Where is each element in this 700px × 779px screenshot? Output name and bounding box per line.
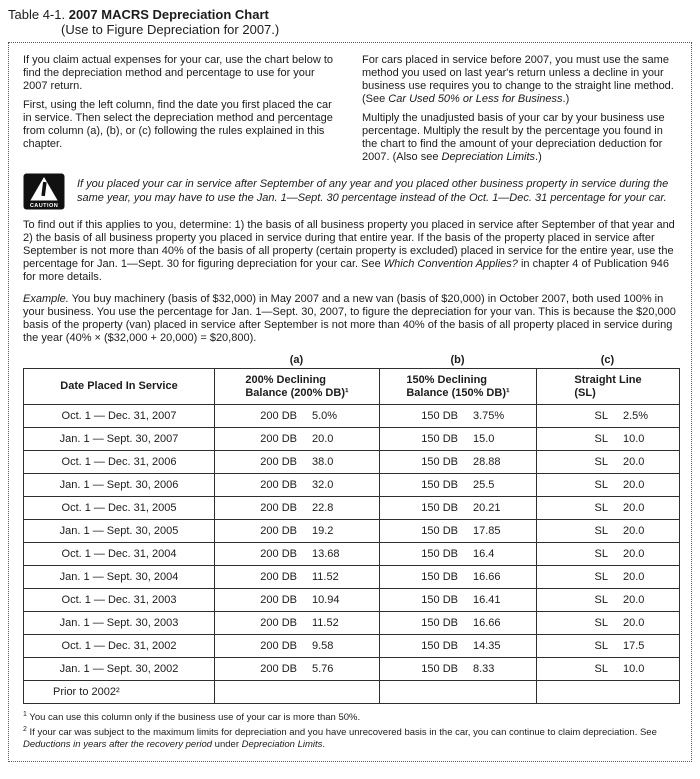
method-value-cell xyxy=(215,658,380,681)
method-label: 150 DB xyxy=(421,571,458,583)
header-line: 200% Declining xyxy=(245,373,327,386)
percentage-value: 20.0 xyxy=(312,433,334,445)
method-label: 200 DB xyxy=(260,548,297,560)
header-150-db xyxy=(380,369,537,405)
column-letter-a: (a) xyxy=(289,354,304,366)
percentage-value: 20.0 xyxy=(623,502,645,514)
percentage-value: 13.68 xyxy=(312,548,340,560)
date-placed-cell: Oct. 1 — Dec. 31, 2007 xyxy=(24,405,215,428)
footnote-text: . xyxy=(322,739,326,750)
date-placed-cell: Oct. 1 — Dec. 31, 2003 xyxy=(24,589,215,612)
method-label: SL xyxy=(594,502,608,514)
header-date-placed xyxy=(24,369,215,405)
method-value-cell xyxy=(215,589,380,612)
date-placed-cell: Prior to 2002² xyxy=(24,681,215,704)
table-header-row xyxy=(24,369,680,405)
method-value-cell xyxy=(380,566,537,589)
method-value-cell xyxy=(380,612,537,635)
column-letter-b: (b) xyxy=(450,354,465,366)
example-label: Example. xyxy=(23,293,69,305)
percentage-value: 11.52 xyxy=(312,617,339,629)
method-label: 200 DB xyxy=(260,479,297,491)
paragraph-text: You buy machinery (basis of $32,000) in May 2007 and a new van (basis of $20,000) in October 2007, both used 100% in your business. You use the percentage for Jan. 1—Sept. 30, 2007, to figure the depreciation for your van. This is because the $20,000 basis of the property (van) placed in service after September is not more than 40% of the basis of all property placed in service during the year (40% × ($32,000 + 20,000) = $20,800). xyxy=(23,293,676,344)
percentage-value: 20.21 xyxy=(473,502,501,514)
paragraph-text: To find out if this applies to you, determine: 1) the basis of all business property you placed in service after September of that year and 2) the basis of all business property you placed in service during that entire year. If the basis of the property placed in service after September is not more than 40% of the basis of all property (certain property is excluded) placed in service for the entire year, use the percentage for Jan. 1—Sept. 30 for figuring depreciation for your car. See xyxy=(23,219,675,270)
percentage-value: 10.94 xyxy=(312,594,340,606)
method-label: 150 DB xyxy=(421,433,458,445)
paragraph-text: Multiply the unadjusted basis of your car by your business use percentage. Multiply the result by the percentage you found in the chart to find the amount of your depreciation deduction for 2007. (Also see xyxy=(362,112,665,163)
macrs-depreciation-table xyxy=(23,368,680,704)
footnote-1 xyxy=(23,712,677,724)
caution-icon-label: CAUTION xyxy=(29,203,59,210)
percentage-value: 10.0 xyxy=(623,663,645,675)
header-200-db xyxy=(215,369,380,405)
percentage-value: 16.4 xyxy=(473,548,495,560)
method-value-cell xyxy=(215,681,380,704)
method-value-cell xyxy=(380,428,537,451)
paragraph-text: For cars placed in service before 2007, you must use the same method you used on last year's return unless a decline in your business use requires you to change to the straight line method. (See xyxy=(362,54,674,105)
method-label: 150 DB xyxy=(421,617,458,629)
caution-text: If you placed your car in service after September of any year and you placed other business property in service during the same year, you may have to use the Jan. 1—Sept. 30 percentage instead of the Oct. 1—Dec. 31 percentage for your car. xyxy=(77,178,669,204)
column-letter-c: (c) xyxy=(600,354,615,366)
table-row xyxy=(24,405,680,428)
header-line: Date Placed In Service xyxy=(60,380,178,392)
method-value-cell xyxy=(537,635,680,658)
intro-right-column xyxy=(362,54,677,164)
depreciation-table-section xyxy=(23,354,677,704)
percentage-value: 20.0 xyxy=(623,571,645,583)
method-value-cell xyxy=(537,612,680,635)
footnote-text: If your car was subject to the maximum limits for depreciation and you have unrecovered basis in the car, you can continue to claim depreciation. See xyxy=(26,727,657,738)
header-straight-line xyxy=(537,369,680,405)
column-letters-row xyxy=(23,354,679,366)
table-row xyxy=(24,658,680,681)
method-value-cell xyxy=(537,658,680,681)
method-value-cell xyxy=(380,405,537,428)
table-row xyxy=(24,474,680,497)
percentage-value: 17.85 xyxy=(473,525,501,537)
percentage-value: 5.0% xyxy=(312,410,338,422)
date-placed-cell: Jan. 1 — Sept. 30, 2003 xyxy=(24,612,215,635)
percentage-value: 28.88 xyxy=(473,456,501,468)
italic-reference: Car Used 50% or Less for Business xyxy=(388,93,563,105)
chart-container xyxy=(8,42,692,762)
table-row xyxy=(24,612,680,635)
method-value-cell xyxy=(380,497,537,520)
method-value-cell xyxy=(537,589,680,612)
method-value-cell xyxy=(380,681,537,704)
method-value-cell xyxy=(215,612,380,635)
table-row xyxy=(24,635,680,658)
method-label: 200 DB xyxy=(260,433,297,445)
column-letter-spacer xyxy=(23,354,214,366)
intro-paragraph: First, using the left column, find the date you first placed the car in service. Then select the depreciation method and percentage from column (a), (b), or (c) following the rules explained in this chapter. xyxy=(23,99,333,150)
method-value-cell xyxy=(380,543,537,566)
method-label: 200 DB xyxy=(260,571,297,583)
method-value-cell xyxy=(537,497,680,520)
percentage-value: 15.0 xyxy=(473,433,495,445)
percentage-value: 16.66 xyxy=(473,617,501,629)
caution-note xyxy=(23,173,677,210)
italic-reference: Depreciation Limits xyxy=(241,739,323,750)
date-placed-cell: Jan. 1 — Sept. 30, 2004 xyxy=(24,566,215,589)
percentage-value: 32.0 xyxy=(312,479,334,491)
method-label: SL xyxy=(594,571,608,583)
method-value-cell xyxy=(537,520,680,543)
method-label: 200 DB xyxy=(260,502,297,514)
method-label: SL xyxy=(594,433,608,445)
table-row xyxy=(24,520,680,543)
method-label: SL xyxy=(594,640,608,652)
page-title xyxy=(8,7,700,37)
date-placed-cell: Jan. 1 — Sept. 30, 2007 xyxy=(24,428,215,451)
table-number: Table 4-1. xyxy=(8,7,66,22)
method-value-cell xyxy=(215,543,380,566)
date-placed-cell: Oct. 1 — Dec. 31, 2004 xyxy=(24,543,215,566)
percentage-value: 5.76 xyxy=(312,663,334,675)
percentage-value: 19.2 xyxy=(312,525,334,537)
percentage-value: 14.35 xyxy=(473,640,501,652)
date-placed-cell: Jan. 1 — Sept. 30, 2006 xyxy=(24,474,215,497)
method-label: 200 DB xyxy=(260,663,297,675)
method-value-cell xyxy=(537,566,680,589)
method-value-cell xyxy=(215,635,380,658)
method-label: 200 DB xyxy=(260,525,297,537)
italic-reference: Deductions in years after the recovery period xyxy=(23,739,213,750)
method-value-cell xyxy=(537,681,680,704)
method-label: 150 DB xyxy=(421,502,458,514)
date-placed-cell: Jan. 1 — Sept. 30, 2002 xyxy=(24,658,215,681)
method-label: 150 DB xyxy=(421,410,458,422)
method-value-cell xyxy=(215,474,380,497)
percentage-value: 17.5 xyxy=(623,640,645,652)
method-value-cell xyxy=(537,474,680,497)
method-label: SL xyxy=(594,525,608,537)
method-label: SL xyxy=(594,456,608,468)
method-value-cell xyxy=(215,451,380,474)
percentage-value: 9.58 xyxy=(312,640,334,652)
table-subtitle: (Use to Figure Depreciation for 2007.) xyxy=(61,22,280,37)
method-label: 200 DB xyxy=(260,456,297,468)
method-label: SL xyxy=(594,410,608,422)
table-row xyxy=(24,589,680,612)
percentage-value: 20.0 xyxy=(623,456,645,468)
date-placed-cell: Oct. 1 — Dec. 31, 2005 xyxy=(24,497,215,520)
method-value-cell xyxy=(215,428,380,451)
method-value-cell xyxy=(380,635,537,658)
caution-icon xyxy=(23,173,65,210)
method-label: 200 DB xyxy=(260,640,297,652)
footnote-2 xyxy=(23,727,677,751)
method-label: 150 DB xyxy=(421,548,458,560)
percentage-value: 2.5% xyxy=(623,410,649,422)
percentage-value: 20.0 xyxy=(623,525,645,537)
method-label: 150 DB xyxy=(421,594,458,606)
method-value-cell xyxy=(215,520,380,543)
paragraph-text: .) xyxy=(562,93,570,105)
paragraph-text: .) xyxy=(535,151,542,163)
method-value-cell xyxy=(537,428,680,451)
header-line: Balance (150% DB)¹ xyxy=(406,386,510,399)
method-label: 200 DB xyxy=(260,594,297,606)
header-line: Balance (200% DB)¹ xyxy=(245,386,349,399)
percentage-value: 11.52 xyxy=(312,571,339,583)
method-value-cell xyxy=(537,451,680,474)
table-header xyxy=(24,369,680,405)
date-placed-cell: Jan. 1 — Sept. 30, 2005 xyxy=(24,520,215,543)
percentage-value: 16.66 xyxy=(473,571,501,583)
method-label: SL xyxy=(594,479,608,491)
method-label: 150 DB xyxy=(421,525,458,537)
percentage-value: 20.0 xyxy=(623,548,645,560)
method-value-cell xyxy=(215,566,380,589)
percentage-value: 20.0 xyxy=(623,617,645,629)
paragraph-text: in chapter 4 of Publication 946 for more details. xyxy=(23,258,669,283)
table-row xyxy=(24,543,680,566)
method-value-cell xyxy=(537,543,680,566)
method-label: 150 DB xyxy=(421,456,458,468)
date-placed-cell: Oct. 1 — Dec. 31, 2002 xyxy=(24,635,215,658)
method-label: SL xyxy=(594,663,608,675)
method-label: 150 DB xyxy=(421,640,458,652)
find-out-paragraph xyxy=(23,219,677,284)
intro-paragraph xyxy=(362,54,677,106)
percentage-value: 3.75% xyxy=(473,410,505,422)
intro-paragraph: If you claim actual expenses for your car, use the chart below to find the depreciation method and percentage to use for your 2007 return. xyxy=(23,54,333,92)
method-label: 150 DB xyxy=(421,663,458,675)
header-line: (SL) xyxy=(574,386,596,399)
footnote-marker: 2 xyxy=(23,725,27,733)
table-body xyxy=(24,405,680,704)
date-placed-cell: Oct. 1 — Dec. 31, 2006 xyxy=(24,451,215,474)
method-label: 150 DB xyxy=(421,479,458,491)
method-value-cell xyxy=(215,405,380,428)
percentage-value: 16.41 xyxy=(473,594,501,606)
table-row xyxy=(24,497,680,520)
percentage-value: 10.0 xyxy=(623,433,645,445)
percentage-value: 22.8 xyxy=(312,502,334,514)
percentage-value: 20.0 xyxy=(623,479,645,491)
method-value-cell xyxy=(380,658,537,681)
method-label: SL xyxy=(594,617,608,629)
header-line: 150% Declining xyxy=(406,373,488,386)
header-line: Straight Line xyxy=(574,373,642,386)
footnote-marker: 1 xyxy=(23,710,27,718)
percentage-value: 25.5 xyxy=(473,479,495,491)
italic-reference: Depreciation Limits xyxy=(441,151,536,163)
percentage-value: 38.0 xyxy=(312,456,334,468)
table-row xyxy=(24,681,680,704)
footnote-text: You can use this column only if the business use of your car is more than 50%. xyxy=(26,712,361,723)
table-title-text: 2007 MACRS Depreciation Chart xyxy=(68,7,269,22)
method-value-cell xyxy=(380,589,537,612)
intro-paragraph xyxy=(362,112,677,164)
method-label: SL xyxy=(594,548,608,560)
footnote-text: under xyxy=(212,739,242,750)
footnotes-section xyxy=(23,712,677,751)
example-paragraph xyxy=(23,293,677,345)
table-title xyxy=(8,7,700,22)
method-label: SL xyxy=(594,594,608,606)
method-label: 200 DB xyxy=(260,617,297,629)
method-value-cell xyxy=(380,451,537,474)
method-value-cell xyxy=(380,474,537,497)
intro-section xyxy=(23,54,677,164)
method-value-cell xyxy=(380,520,537,543)
table-row xyxy=(24,451,680,474)
intro-left-column xyxy=(23,54,338,164)
method-label: 200 DB xyxy=(260,410,297,422)
table-row xyxy=(24,428,680,451)
italic-reference: Which Convention Applies? xyxy=(383,258,518,270)
method-value-cell xyxy=(215,497,380,520)
table-row xyxy=(24,566,680,589)
method-value-cell xyxy=(537,405,680,428)
percentage-value: 20.0 xyxy=(623,594,645,606)
percentage-value: 8.33 xyxy=(473,663,495,675)
